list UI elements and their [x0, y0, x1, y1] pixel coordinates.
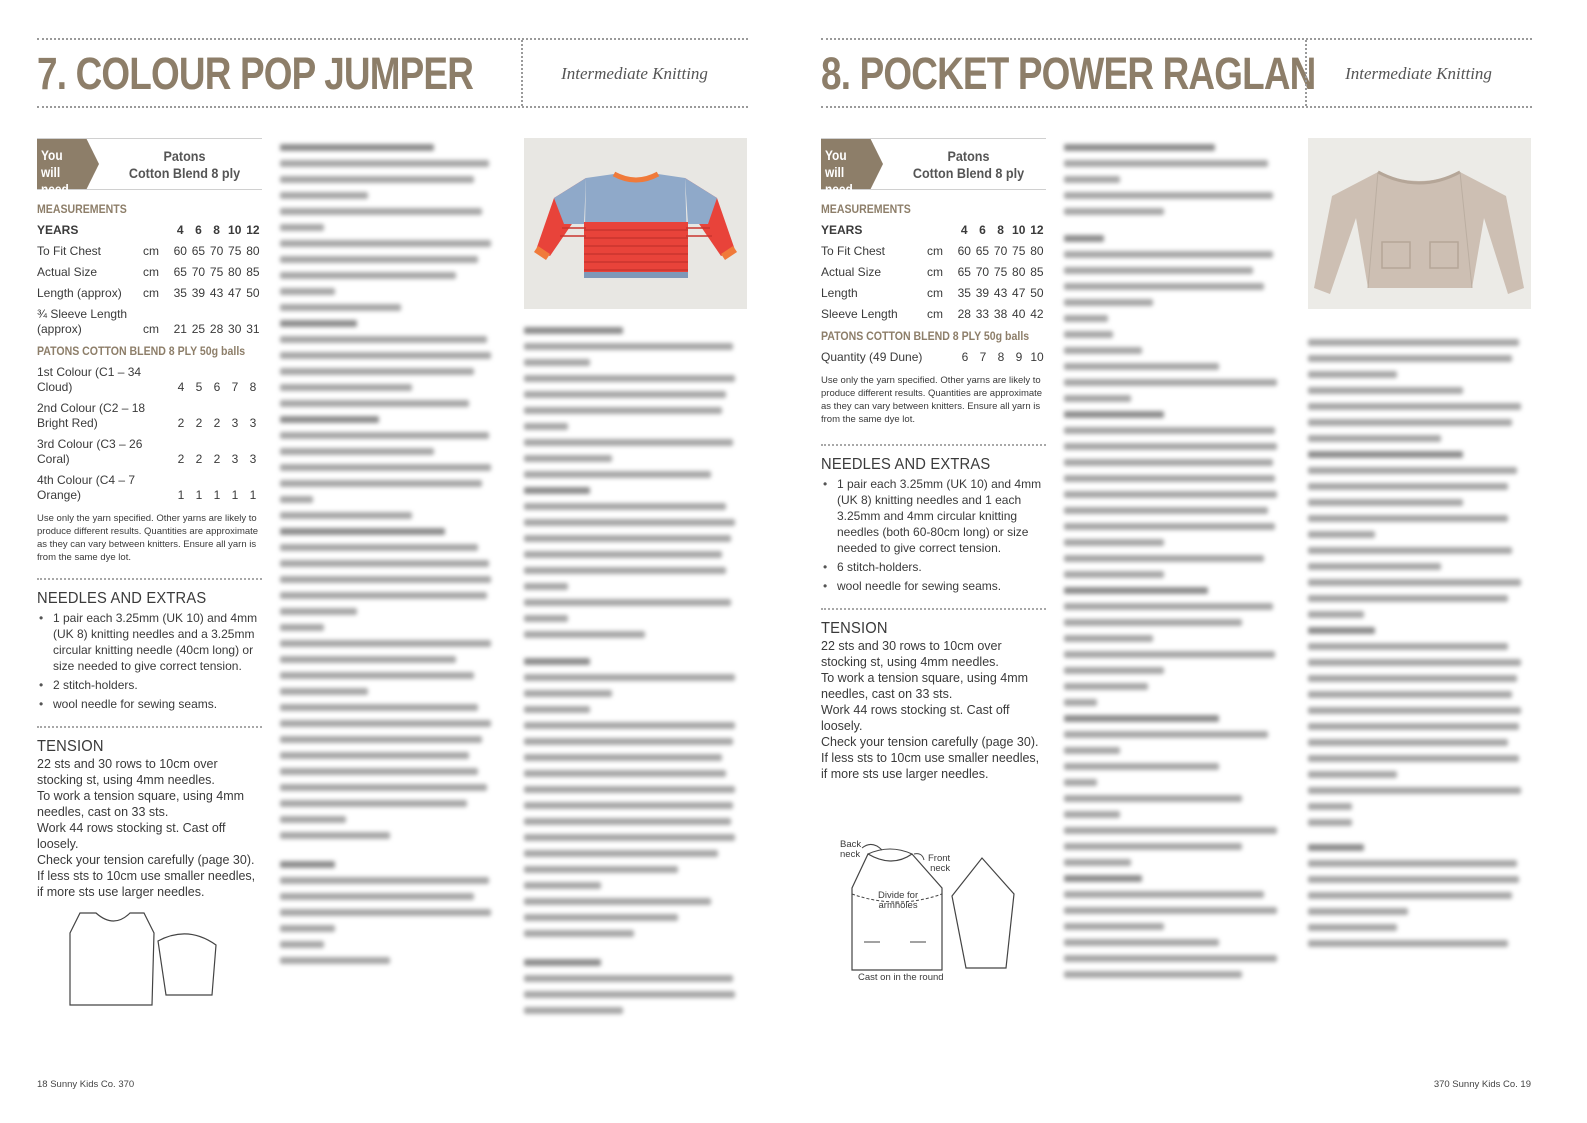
- value-cell: 42: [1030, 307, 1044, 321]
- table-row: [37, 470, 262, 506]
- yarn-note: Use only the yarn specified. Other yarns are likely to produce different results. Quantities are approximate as they can vary between knitters. Ensure all yarn is from the same dye lot.: [821, 375, 1043, 425]
- row-label: Actual Size: [37, 265, 98, 279]
- value-cell: 50: [246, 286, 260, 300]
- value-cell: 1: [177, 488, 185, 502]
- year-cell: 12: [1030, 223, 1044, 237]
- value-cell: 8: [249, 380, 257, 394]
- value-cell: 60: [173, 244, 187, 258]
- value-cell: 7: [979, 350, 987, 364]
- year-cell: 4: [960, 223, 968, 237]
- year-cell: 8: [213, 223, 220, 237]
- jumper-schematic: [66, 905, 221, 1010]
- value-cell: 40: [1012, 307, 1026, 321]
- balls-label: PATONS COTTON BLEND 8 PLY 50g balls: [37, 344, 246, 358]
- you-will-need-label: You will need: [41, 147, 69, 197]
- materials-column: [821, 138, 1046, 782]
- value-cell: 35: [957, 286, 971, 300]
- tension-line: 22 sts and 30 rows to 10cm over stocking st, using 4mm needles.: [37, 757, 218, 787]
- blurred-instructions-column: [1308, 330, 1530, 956]
- value-cell: 8: [997, 350, 1005, 364]
- row-label: Length: [821, 286, 858, 300]
- year-cell: 12: [246, 223, 260, 237]
- dotted-divider: [37, 726, 262, 728]
- value-cell: 39: [191, 286, 206, 300]
- value-cell: 25: [191, 322, 206, 336]
- value-cell: 75: [228, 244, 242, 258]
- value-cell: 60: [957, 244, 971, 258]
- years-label: YEARS: [37, 223, 79, 237]
- materials-column: [37, 138, 262, 900]
- value-cell: 5: [195, 380, 203, 394]
- value-cell: 3: [249, 416, 257, 430]
- year-cell: 4: [176, 223, 184, 237]
- table-row: [37, 362, 262, 398]
- raglan-image: [1308, 138, 1531, 309]
- value-cell: 70: [209, 244, 224, 258]
- page-footer: 18 Sunny Kids Co. 370: [37, 1079, 135, 1090]
- value-cell: 3: [231, 416, 239, 430]
- tension-line: Check your tension carefully (page 30).: [37, 853, 255, 867]
- yarn-note: Use only the yarn specified. Other yarns are likely to produce different results. Quantities are approximate as they can vary between knitters. Ensure all yarn is from the same dye lot.: [37, 513, 259, 563]
- row-label: 2nd Colour (C2 – 18 Bright Red): [37, 401, 146, 430]
- value-cell: 9: [1015, 350, 1023, 364]
- pocket-power-raglan-photo: [1308, 138, 1531, 309]
- row-label: Actual Size: [821, 265, 882, 279]
- tension-line: Check your tension carefully (page 30).: [821, 735, 1039, 749]
- you-will-need-box: [821, 138, 1046, 197]
- row-unit: cm: [926, 286, 943, 300]
- year-cell: 10: [1012, 223, 1026, 237]
- value-cell: 3: [231, 452, 239, 466]
- value-cell: 75: [993, 265, 1008, 279]
- value-cell: 65: [191, 244, 206, 258]
- value-cell: 2: [195, 452, 203, 466]
- tension-section: [37, 738, 262, 900]
- value-cell: 1: [249, 488, 257, 502]
- value-cell: 65: [173, 265, 187, 279]
- raglan-schematic: [834, 838, 1024, 988]
- value-cell: 6: [213, 380, 221, 394]
- value-cell: 2: [213, 416, 221, 430]
- year-cell: 6: [979, 223, 986, 237]
- value-cell: 80: [246, 244, 260, 258]
- blurred-instructions-column: [524, 318, 744, 1023]
- needles-list: [821, 476, 1046, 594]
- value-cell: 2: [213, 452, 221, 466]
- value-cell: 33: [975, 307, 990, 321]
- value-cell: 35: [173, 286, 187, 300]
- value-cell: 80: [228, 265, 242, 279]
- value-cell: 85: [246, 265, 260, 279]
- value-cell: 70: [191, 265, 206, 279]
- tension-section: [821, 620, 1046, 782]
- value-cell: 70: [975, 265, 990, 279]
- list-item: • 2 stitch-holders.: [37, 677, 262, 693]
- table-row: [37, 283, 262, 304]
- value-cell: 85: [1030, 265, 1044, 279]
- value-cell: 7: [231, 380, 239, 394]
- table-row: [37, 434, 262, 470]
- colour-pop-jumper-photo: [524, 138, 747, 309]
- row-label: 3rd Colour (C3 – 26 Coral): [37, 437, 143, 466]
- row-unit: cm: [142, 265, 159, 279]
- you-will-need-label: You will need: [825, 147, 853, 197]
- row-label: ¾ Sleeve Length (approx): [37, 307, 128, 336]
- table-row: [37, 304, 262, 340]
- year-cell: 6: [195, 223, 202, 237]
- value-cell: 43: [993, 286, 1008, 300]
- value-cell: 50: [1030, 286, 1044, 300]
- jumper-image: [524, 138, 747, 309]
- value-cell: 1: [213, 488, 221, 502]
- value-cell: 38: [993, 307, 1008, 321]
- value-cell: 39: [975, 286, 990, 300]
- value-cell: 3: [249, 452, 257, 466]
- tension-line: Work 44 rows stocking st. Cast off loosely.: [37, 821, 226, 851]
- divide-armholes-label: Divide for armholes: [878, 890, 919, 911]
- value-cell: 47: [228, 286, 242, 300]
- table-row: [37, 262, 262, 283]
- row-unit: cm: [926, 244, 943, 258]
- measurements-label: MEASUREMENTS: [821, 202, 911, 216]
- year-cell: 8: [997, 223, 1004, 237]
- tension-line: If less sts to 10cm use smaller needles, if more sts use larger needles.: [821, 751, 1040, 781]
- cast-on-label: Cast on in the round: [858, 972, 944, 983]
- dotted-divider: [821, 444, 1046, 446]
- value-cell: 28: [209, 322, 224, 336]
- needles-heading: NEEDLES AND EXTRAS: [37, 590, 207, 607]
- value-cell: 80: [1012, 265, 1026, 279]
- blurred-instructions-column: [280, 135, 500, 973]
- row-label: Quantity (49 Dune): [821, 350, 923, 364]
- row-label: 4th Colour (C4 – 7 Orange): [37, 473, 136, 502]
- value-cell: 6: [961, 350, 969, 364]
- table-row: [37, 241, 262, 262]
- balls-label: PATONS COTTON BLEND 8 PLY 50g balls: [821, 329, 1030, 343]
- measurements-label: MEASUREMENTS: [37, 202, 127, 216]
- balls-table: [821, 347, 1046, 368]
- list-item: • wool needle for sewing seams.: [821, 578, 1046, 594]
- yarn-name: Patons Cotton Blend 8 ply: [128, 148, 241, 181]
- left-page: [0, 0, 793, 1123]
- value-cell: 2: [195, 416, 203, 430]
- row-label: Length (approx): [37, 286, 122, 300]
- dotted-divider: [821, 608, 1046, 610]
- measurements-table: [37, 220, 262, 340]
- tension-line: 22 sts and 30 rows to 10cm over stocking st, using 4mm needles.: [821, 639, 1002, 669]
- value-cell: 28: [957, 307, 971, 321]
- value-cell: 4: [177, 380, 185, 394]
- row-label: 1st Colour (C1 – 34 Cloud): [37, 365, 142, 394]
- pattern-title: 8. POCKET POWER RAGLAN: [821, 48, 1316, 99]
- skill-level: Intermediate Knitting: [561, 64, 708, 83]
- value-cell: 30: [228, 322, 242, 336]
- years-row: [821, 220, 1046, 241]
- value-cell: 2: [177, 416, 185, 430]
- value-cell: 10: [1030, 350, 1044, 364]
- skill-level: Intermediate Knitting: [1345, 64, 1492, 83]
- value-cell: 21: [173, 322, 187, 336]
- pattern-title: 7. COLOUR POP JUMPER: [37, 48, 474, 99]
- row-unit: cm: [926, 265, 943, 279]
- measurements-table: [821, 220, 1046, 325]
- needles-heading: NEEDLES AND EXTRAS: [821, 456, 991, 473]
- value-cell: 65: [957, 265, 971, 279]
- value-cell: 47: [1012, 286, 1026, 300]
- value-cell: 65: [975, 244, 990, 258]
- value-cell: 75: [1012, 244, 1026, 258]
- right-page: [794, 0, 1587, 1123]
- back-neck-label: Back neck: [840, 839, 862, 860]
- table-row: [821, 241, 1046, 262]
- value-cell: 2: [177, 452, 185, 466]
- blurred-instructions-column: [1064, 135, 1286, 987]
- table-row: [821, 304, 1046, 325]
- tension-line: To work a tension square, using 4mm needles, cast on 33 sts.: [37, 789, 245, 819]
- row-unit: cm: [142, 322, 159, 336]
- list-item: • 1 pair each 3.25mm (UK 10) and 4mm (UK 8) knitting needles and 1 each 3.25mm and 4mm circular knitting needles (both 60-80cm long) or size needed to give correct tension.: [821, 476, 1046, 556]
- year-cell: 10: [228, 223, 242, 237]
- yarn-name: Patons Cotton Blend 8 ply: [912, 148, 1025, 181]
- dotted-divider: [37, 578, 262, 580]
- value-cell: 1: [195, 488, 203, 502]
- row-label: Sleeve Length: [821, 307, 898, 321]
- page-footer: 370 Sunny Kids Co. 19: [1433, 1079, 1531, 1090]
- value-cell: 80: [1030, 244, 1044, 258]
- row-label: To Fit Chest: [37, 244, 102, 258]
- balls-table: [37, 362, 262, 506]
- value-cell: 70: [993, 244, 1008, 258]
- tension-line: Work 44 rows stocking st. Cast off loosely.: [821, 703, 1010, 733]
- row-unit: cm: [142, 286, 159, 300]
- pattern-header: [37, 38, 748, 108]
- value-cell: 43: [209, 286, 224, 300]
- table-row: [821, 283, 1046, 304]
- list-item: • 1 pair each 3.25mm (UK 10) and 4mm (UK 8) knitting needles and a 3.25mm circular knitting needle (40cm long) or size needed to give correct tension.: [37, 610, 262, 674]
- table-row: [37, 398, 262, 434]
- years-row: [37, 220, 262, 241]
- table-row: [821, 262, 1046, 283]
- you-will-need-box: [37, 138, 262, 197]
- row-label: To Fit Chest: [821, 244, 886, 258]
- tension-line: If less sts to 10cm use smaller needles, if more sts use larger needles.: [37, 869, 256, 899]
- years-label: YEARS: [821, 223, 863, 237]
- value-cell: 1: [231, 488, 239, 502]
- list-item: • 6 stitch-holders.: [821, 559, 1046, 575]
- table-row: [821, 347, 1046, 368]
- row-unit: cm: [926, 307, 943, 321]
- tension-heading: TENSION: [37, 738, 104, 755]
- value-cell: 31: [246, 322, 260, 336]
- tension-line: To work a tension square, using 4mm needles, cast on 33 sts.: [821, 671, 1029, 701]
- tension-heading: TENSION: [821, 620, 888, 637]
- row-unit: cm: [142, 244, 159, 258]
- value-cell: 75: [209, 265, 224, 279]
- pattern-header: [821, 38, 1532, 108]
- front-neck-label: Front neck: [928, 853, 951, 874]
- list-item: • wool needle for sewing seams.: [37, 696, 262, 712]
- needles-list: [37, 610, 262, 712]
